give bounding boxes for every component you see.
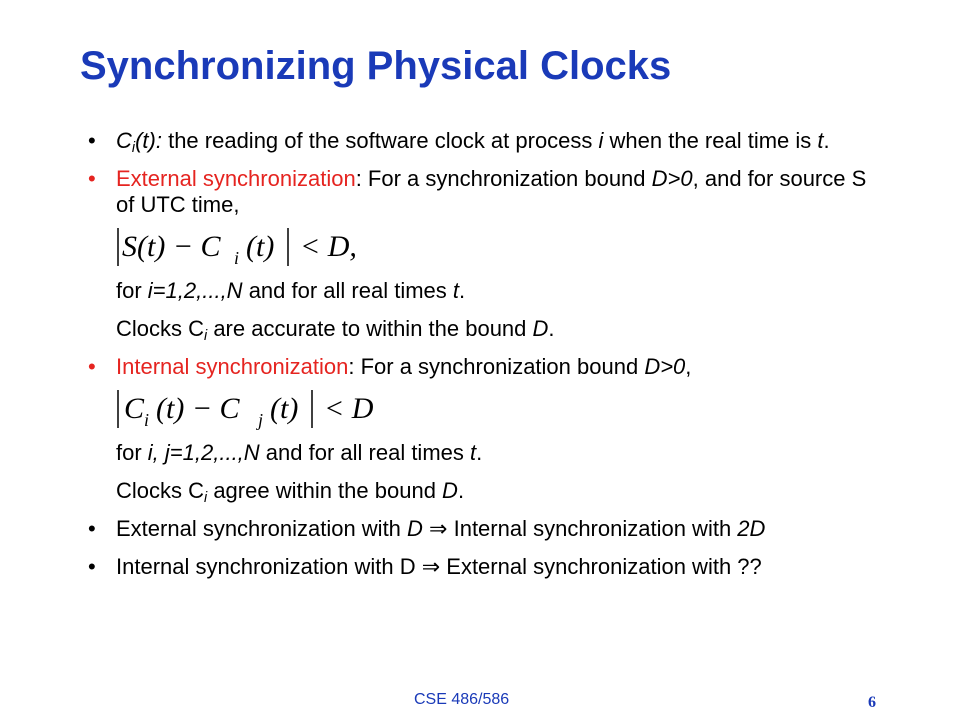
- bound: D>0: [651, 166, 693, 191]
- bound-d: D: [407, 516, 423, 541]
- external-range: [88, 278, 888, 304]
- clock-arg: (t):: [135, 128, 162, 153]
- formula-external: [88, 226, 888, 270]
- text: External synchronization with: [116, 516, 408, 541]
- clock-symbol: C: [188, 478, 205, 503]
- bullet-internal-sync: [88, 354, 888, 380]
- page-number: 6: [868, 694, 876, 711]
- internal-range: [88, 440, 888, 466]
- var-t: t: [470, 440, 477, 465]
- formula-internal: [88, 388, 888, 432]
- formula-text: < D: [324, 392, 374, 425]
- internal-agree: [88, 478, 888, 504]
- var-t: t: [452, 278, 460, 303]
- range: i, j=1,2,...,N: [147, 440, 260, 465]
- formula-subscript: j: [258, 410, 264, 430]
- text: .: [459, 278, 466, 303]
- formula-text: S(t) − C: [122, 230, 221, 263]
- clock-symbol: C: [116, 128, 132, 153]
- bullet-dot: •: [88, 166, 96, 191]
- var-t: t: [817, 128, 824, 153]
- external-sync-label: External synchronization: [116, 166, 356, 191]
- formula-subscript: i: [234, 248, 240, 268]
- text: .: [457, 478, 465, 503]
- course-footer: CSE 486/586: [414, 691, 510, 708]
- slide-body: [88, 128, 888, 592]
- formula-subscript: i: [144, 410, 150, 430]
- text: : For a synchronization bound: [355, 166, 652, 191]
- internal-sync-label: Internal synchronization: [116, 354, 349, 379]
- text: for: [116, 440, 148, 465]
- formula-text: (t): [270, 392, 299, 425]
- formula-text: C: [124, 392, 145, 425]
- implies-arrow-icon: ⇒: [415, 554, 447, 579]
- text: ,: [685, 354, 692, 379]
- bound-2d: 2D: [737, 516, 766, 541]
- bullet-clock-reading: [88, 128, 888, 154]
- formula-internal-svg: [112, 388, 412, 432]
- formula-text: (t) − C: [156, 392, 240, 425]
- text: and for all real times: [242, 278, 453, 303]
- formula-external-svg: [112, 226, 412, 270]
- text: the reading of the software clock at process: [161, 128, 599, 153]
- bullet-dot: •: [88, 354, 96, 379]
- formula-text: < D,: [300, 230, 357, 263]
- bullet-dot: •: [88, 516, 96, 541]
- bullet-dot: •: [88, 554, 96, 579]
- text: Clocks: [116, 478, 189, 503]
- text: .: [548, 316, 555, 341]
- bound: D>0: [644, 354, 686, 379]
- text: Internal synchronization with D: [116, 554, 416, 579]
- range: i=1,2,...,N: [147, 278, 243, 303]
- clock-subscript: i: [131, 140, 136, 156]
- clock-subscript: i: [204, 328, 208, 344]
- bound-d: D: [442, 478, 458, 503]
- bullet-external-sync: [88, 166, 888, 218]
- text: when the real time is: [603, 128, 818, 153]
- clock-subscript: i: [204, 490, 208, 506]
- text: for: [116, 278, 148, 303]
- bullet-internal-implies-external: [88, 554, 888, 580]
- text: .: [476, 440, 483, 465]
- formula-text: (t): [246, 230, 275, 263]
- clock-symbol: C: [188, 316, 205, 341]
- text: .: [823, 128, 830, 153]
- bound-d: D: [532, 316, 549, 341]
- text: , and for source S of UTC time,: [116, 166, 867, 217]
- bullet-dot: •: [88, 128, 96, 153]
- text: and for all real times: [259, 440, 470, 465]
- text: are accurate to within the bound: [207, 316, 533, 341]
- slide-title: Synchronizing Physical Clocks: [80, 44, 672, 88]
- text: External synchronization with ??: [446, 554, 762, 579]
- text: agree within the bound: [207, 478, 443, 503]
- text: Internal synchronization with: [453, 516, 738, 541]
- external-accurate: [88, 316, 888, 342]
- var-i: i: [598, 128, 604, 153]
- text: Clocks: [116, 316, 189, 341]
- implies-arrow-icon: ⇒: [422, 516, 454, 541]
- bullet-external-implies-internal: [88, 516, 888, 542]
- text: : For a synchronization bound: [348, 354, 645, 379]
